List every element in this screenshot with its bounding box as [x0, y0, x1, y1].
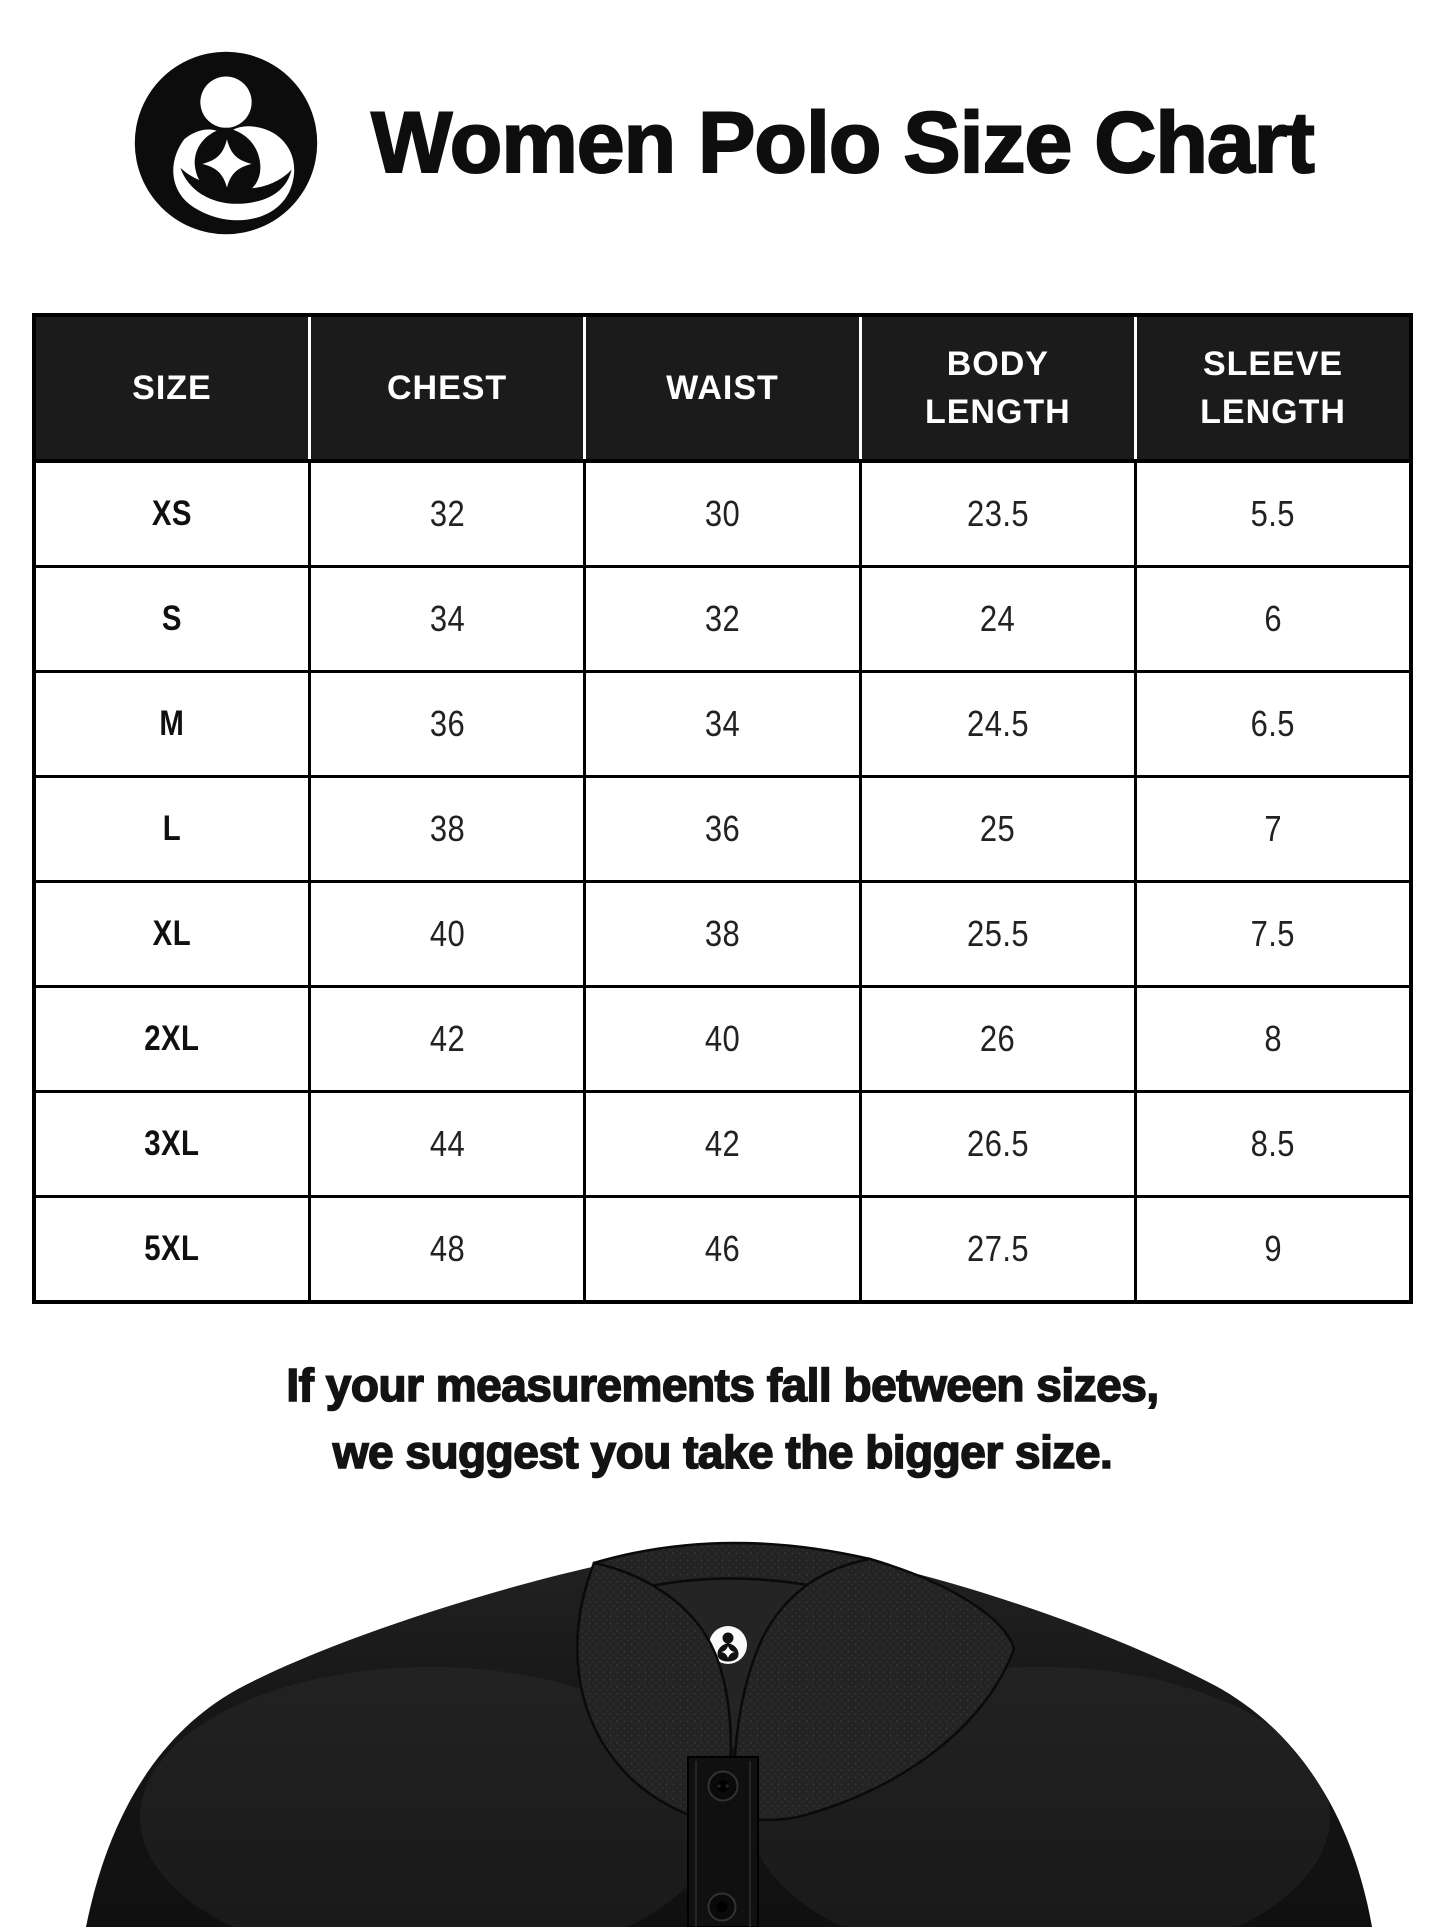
measurement-value: 27.5 — [966, 1228, 1029, 1269]
table-row — [34, 672, 1411, 777]
measurement-value: 26.5 — [966, 1123, 1029, 1164]
size-label: M — [159, 704, 185, 743]
table-cell — [309, 1092, 584, 1197]
size-label: 3XL — [144, 1124, 200, 1163]
table-cell — [585, 567, 860, 672]
table-cell — [34, 567, 309, 672]
measurement-value: 8 — [1264, 1018, 1282, 1059]
table-cell — [34, 777, 309, 882]
table-row — [34, 1197, 1411, 1303]
measurement-value: 36 — [429, 703, 465, 744]
table-cell — [1136, 461, 1411, 567]
table-cell — [34, 882, 309, 987]
measurement-value: 7 — [1264, 808, 1282, 849]
table-cell — [309, 777, 584, 882]
measurement-value: 34 — [429, 598, 465, 639]
table-cell — [860, 987, 1135, 1092]
table-cell — [309, 882, 584, 987]
size-label: S — [161, 599, 182, 638]
table-cell — [585, 672, 860, 777]
table-cell — [860, 1197, 1135, 1303]
table-row — [34, 1092, 1411, 1197]
table-cell — [585, 882, 860, 987]
shirt-button-bottom — [709, 1894, 736, 1921]
brand-logo-icon — [131, 48, 321, 238]
measurement-value: 5.5 — [1250, 493, 1296, 534]
shirt-button-top — [709, 1772, 738, 1801]
table-row — [34, 777, 1411, 882]
measurement-value: 32 — [429, 493, 465, 534]
table-cell — [1136, 567, 1411, 672]
column-header-chest: CHEST — [309, 315, 584, 461]
table-cell — [1136, 777, 1411, 882]
measurement-value: 25 — [980, 808, 1016, 849]
table-cell — [34, 461, 309, 567]
measurement-value: 26 — [980, 1018, 1016, 1059]
measurement-value: 38 — [429, 808, 465, 849]
table-cell — [34, 987, 309, 1092]
measurement-value: 23.5 — [966, 493, 1029, 534]
table-cell — [860, 567, 1135, 672]
column-header-waist: WAIST — [585, 315, 860, 461]
measurement-value: 44 — [429, 1123, 465, 1164]
table-cell — [1136, 672, 1411, 777]
measurement-value: 42 — [429, 1018, 465, 1059]
measurement-value: 30 — [704, 493, 741, 534]
table-cell — [585, 777, 860, 882]
sizing-note — [0, 1352, 1445, 1486]
measurement-value: 40 — [429, 913, 465, 954]
column-header-sleeve-length: SLEEVE LENGTH — [1136, 315, 1411, 461]
sizing-note-line-1: If your measurements fall between sizes, — [286, 1359, 1159, 1411]
table-cell — [860, 461, 1135, 567]
size-label: 2XL — [144, 1019, 200, 1058]
table-cell — [1136, 1092, 1411, 1197]
table-cell — [309, 461, 584, 567]
table-cell — [309, 567, 584, 672]
measurement-value: 42 — [704, 1123, 741, 1164]
size-label: XS — [151, 494, 192, 533]
measurement-value: 32 — [704, 598, 741, 639]
table-cell — [309, 987, 584, 1092]
size-label: L — [162, 809, 182, 848]
table-cell — [585, 1197, 860, 1303]
table-header-row — [34, 315, 1411, 461]
measurement-value: 6 — [1264, 598, 1282, 639]
measurement-value: 9 — [1264, 1228, 1282, 1269]
table-row — [34, 882, 1411, 987]
table-cell — [309, 672, 584, 777]
column-header-size: SIZE — [34, 315, 309, 461]
size-chart-table — [32, 313, 1413, 1304]
measurement-value: 24.5 — [966, 703, 1029, 744]
table-row — [34, 987, 1411, 1092]
table-cell — [34, 1092, 309, 1197]
table-cell — [860, 1092, 1135, 1197]
table-cell — [860, 672, 1135, 777]
measurement-value: 6.5 — [1250, 703, 1296, 744]
table-cell — [585, 1092, 860, 1197]
table-cell — [585, 987, 860, 1092]
measurement-value: 48 — [429, 1228, 465, 1269]
size-label: 5XL — [144, 1229, 200, 1268]
table-cell — [34, 1197, 309, 1303]
table-row — [34, 461, 1411, 567]
measurement-value: 36 — [704, 808, 741, 849]
table-cell — [1136, 882, 1411, 987]
measurement-value: 40 — [704, 1018, 741, 1059]
table-row — [34, 567, 1411, 672]
table-cell — [309, 1197, 584, 1303]
table-cell — [860, 777, 1135, 882]
header — [0, 48, 1445, 238]
polo-shirt-image — [0, 1517, 1445, 1927]
measurement-value: 46 — [704, 1228, 741, 1269]
measurement-value: 25.5 — [966, 913, 1029, 954]
measurement-value: 34 — [704, 703, 741, 744]
table-cell — [860, 882, 1135, 987]
sizing-note-line-2: we suggest you take the bigger size. — [332, 1426, 1113, 1478]
table-cell — [34, 672, 309, 777]
mother-figure-logo — [131, 48, 321, 238]
table-cell — [1136, 987, 1411, 1092]
table-cell — [585, 461, 860, 567]
measurement-value: 8.5 — [1250, 1123, 1296, 1164]
column-header-body-length: BODY LENGTH — [860, 315, 1135, 461]
measurement-value: 24 — [980, 598, 1016, 639]
measurement-value: 38 — [704, 913, 741, 954]
size-label: XL — [152, 914, 192, 953]
measurement-value: 7.5 — [1250, 913, 1296, 954]
page-title: Women Polo Size Chart — [371, 94, 1314, 191]
table-cell — [1136, 1197, 1411, 1303]
